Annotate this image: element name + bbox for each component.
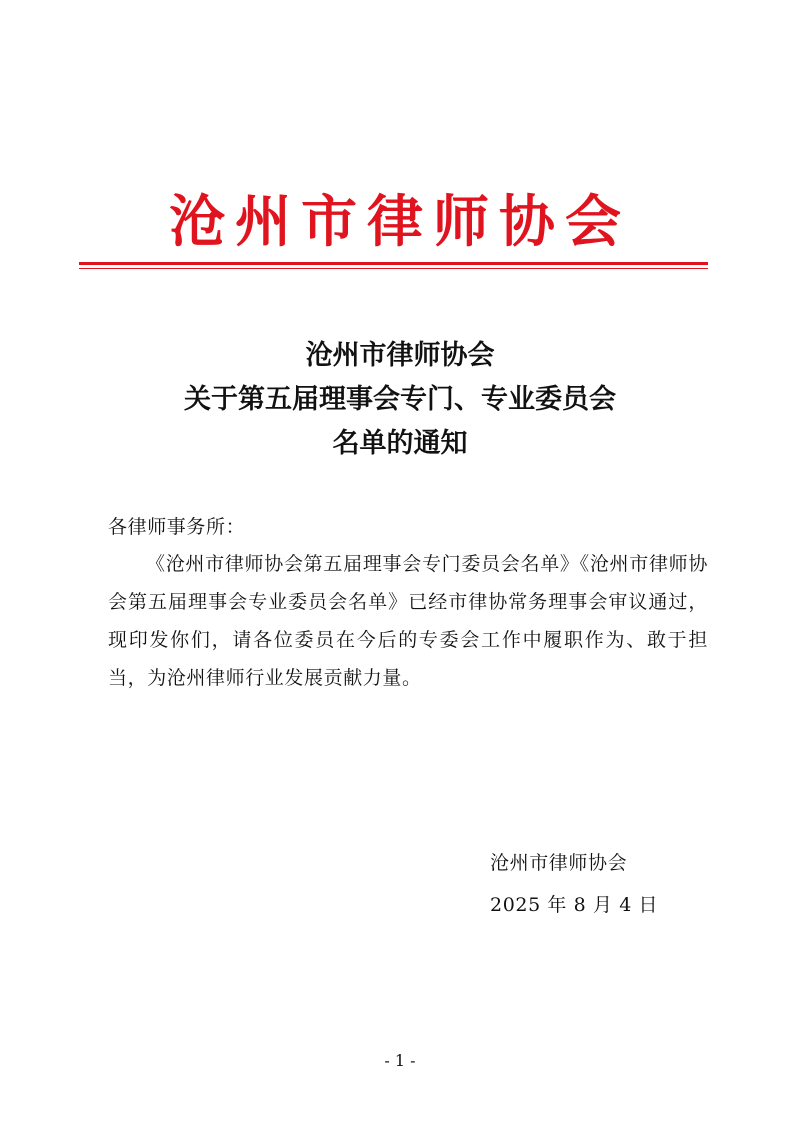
body-paragraph: 《沧州市律师协会第五届理事会专门委员会名单》《沧州市律师协会第五届理事会专业委员会名单》已经市律协常务理事会审议通过，现印发你们，请各位委员在今后的专委会工作中履职作为、敢于担当，为沧州律师行业发展贡献力量。 [108,553,708,689]
signature-block [490,842,658,926]
title-line-2: 关于第五届理事会专门、专业委员会 [184,384,616,415]
page-number: - 1 - [384,1051,416,1070]
title-line-1: 沧州市律师协会 [305,340,495,371]
letterhead-rule-thin [79,268,708,269]
document-title [0,334,800,466]
salutation: 各律师事务所： [108,516,246,538]
title-line-3: 名单的通知 [332,428,468,459]
signature-org: 沧州市律师协会 [490,852,628,874]
signature-date: 2025 年 8 月 4 日 [490,894,659,916]
letterhead-rule-thick [79,262,708,265]
letterhead-masthead: 沧州市律师协会 [169,189,631,255]
